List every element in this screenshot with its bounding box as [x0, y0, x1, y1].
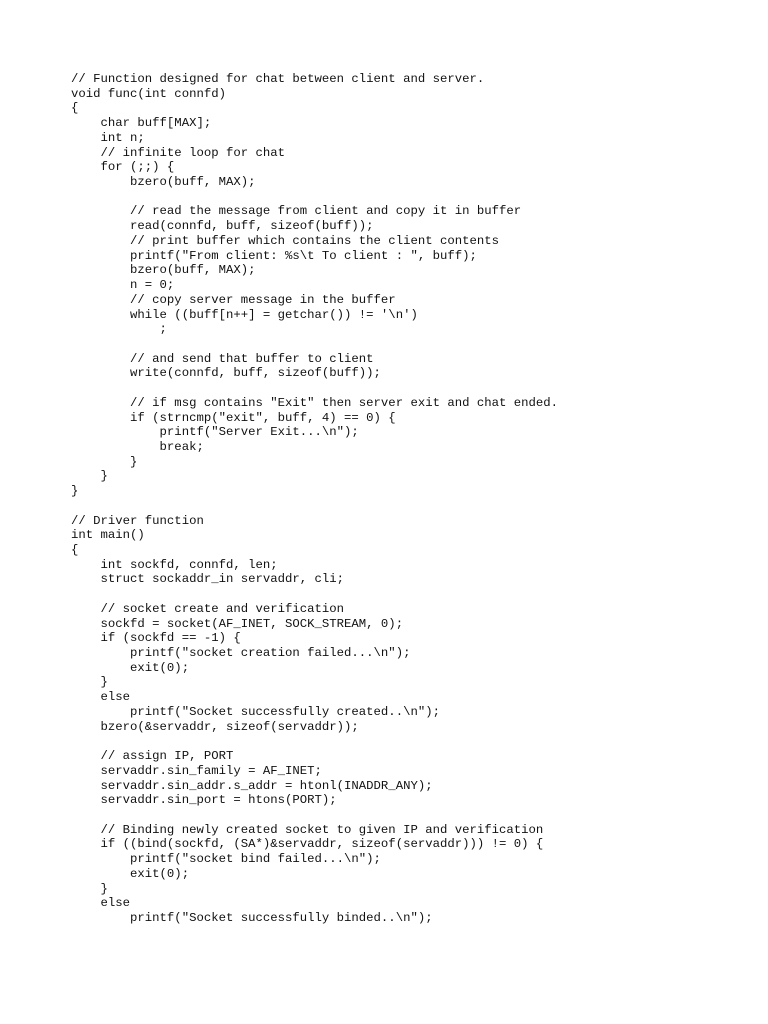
code-line: [71, 587, 558, 602]
code-line: printf("Server Exit...\n");: [71, 425, 359, 440]
code-line: [71, 381, 558, 396]
code-line: exit(0);: [71, 866, 190, 881]
code-line: // infinite loop for chat: [71, 145, 286, 160]
code-line: // Driver function: [71, 513, 204, 528]
code-line: // and send that buffer to client: [71, 351, 374, 366]
code-line: if (strncmp("exit", buff, 4) == 0) {: [71, 410, 396, 425]
code-line: [71, 808, 558, 823]
code-line: printf("socket creation failed...\n");: [71, 646, 411, 661]
code-line: // assign IP, PORT: [71, 749, 234, 764]
code-line: // read the message from client and copy it in buffer: [71, 204, 522, 219]
code-line: read(connfd, buff, sizeof(buff));: [71, 219, 374, 234]
code-line: write(connfd, buff, sizeof(buff));: [71, 366, 381, 381]
code-line: servaddr.sin_addr.s_addr = htonl(INADDR_ANY);: [71, 778, 433, 793]
code-line: }: [71, 454, 138, 469]
code-line: bzero(buff, MAX);: [71, 175, 256, 190]
code-line: servaddr.sin_port = htons(PORT);: [71, 793, 337, 808]
code-line: {: [71, 543, 79, 557]
code-line: }: [71, 675, 108, 690]
code-line: printf("Socket successfully created..\n");: [71, 704, 440, 719]
code-line: // copy server message in the buffer: [71, 292, 396, 307]
code-line: if (sockfd == -1) {: [71, 631, 241, 646]
code-line: // Binding newly created socket to given IP and verification: [71, 822, 544, 837]
code-line: void func(int connfd): [71, 86, 226, 101]
code-line: }: [71, 881, 108, 896]
code-line: exit(0);: [71, 660, 190, 675]
code-line: ;: [71, 322, 167, 337]
code-line: // socket create and verification: [71, 601, 345, 616]
code-line: }: [71, 469, 108, 484]
code-line: bzero(buff, MAX);: [71, 263, 256, 278]
code-line: char buff[MAX];: [71, 116, 212, 131]
code-line: }: [71, 484, 79, 499]
code-line: struct sockaddr_in servaddr, cli;: [71, 572, 345, 587]
code-line: // print buffer which contains the client contents: [71, 233, 500, 248]
code-line: if ((bind(sockfd, (SA*)&servaddr, sizeof(servaddr))) != 0) {: [71, 837, 544, 852]
code-line: printf("socket bind failed...\n");: [71, 852, 381, 867]
code-listing: [71, 72, 558, 926]
code-line: sockfd = socket(AF_INET, SOCK_STREAM, 0);: [71, 616, 404, 631]
code-line: else: [71, 690, 131, 705]
code-line: int sockfd, connfd, len;: [71, 557, 278, 572]
code-line: printf("Socket successfully binded..\n");: [71, 910, 433, 925]
code-line: // Function designed for chat between client and server.: [71, 72, 485, 86]
code-line: // if msg contains "Exit" then server exit and chat ended.: [71, 395, 559, 410]
code-line: int n;: [71, 130, 145, 145]
code-line: bzero(&servaddr, sizeof(servaddr));: [71, 719, 359, 734]
code-line: break;: [71, 439, 204, 454]
code-line: [71, 734, 558, 749]
code-line: [71, 499, 558, 514]
code-line: n = 0;: [71, 278, 175, 293]
code-line: printf("From client: %s\t To client : ", buff);: [71, 248, 477, 263]
code-line: servaddr.sin_family = AF_INET;: [71, 763, 322, 778]
code-line: [71, 190, 558, 205]
code-line: int main(): [71, 528, 145, 543]
code-line: {: [71, 101, 79, 116]
code-line: [71, 337, 558, 352]
code-line: for (;;) {: [71, 160, 175, 175]
code-line: while ((buff[n++] = getchar()) != '\n'): [71, 307, 418, 322]
code-line: else: [71, 896, 131, 911]
